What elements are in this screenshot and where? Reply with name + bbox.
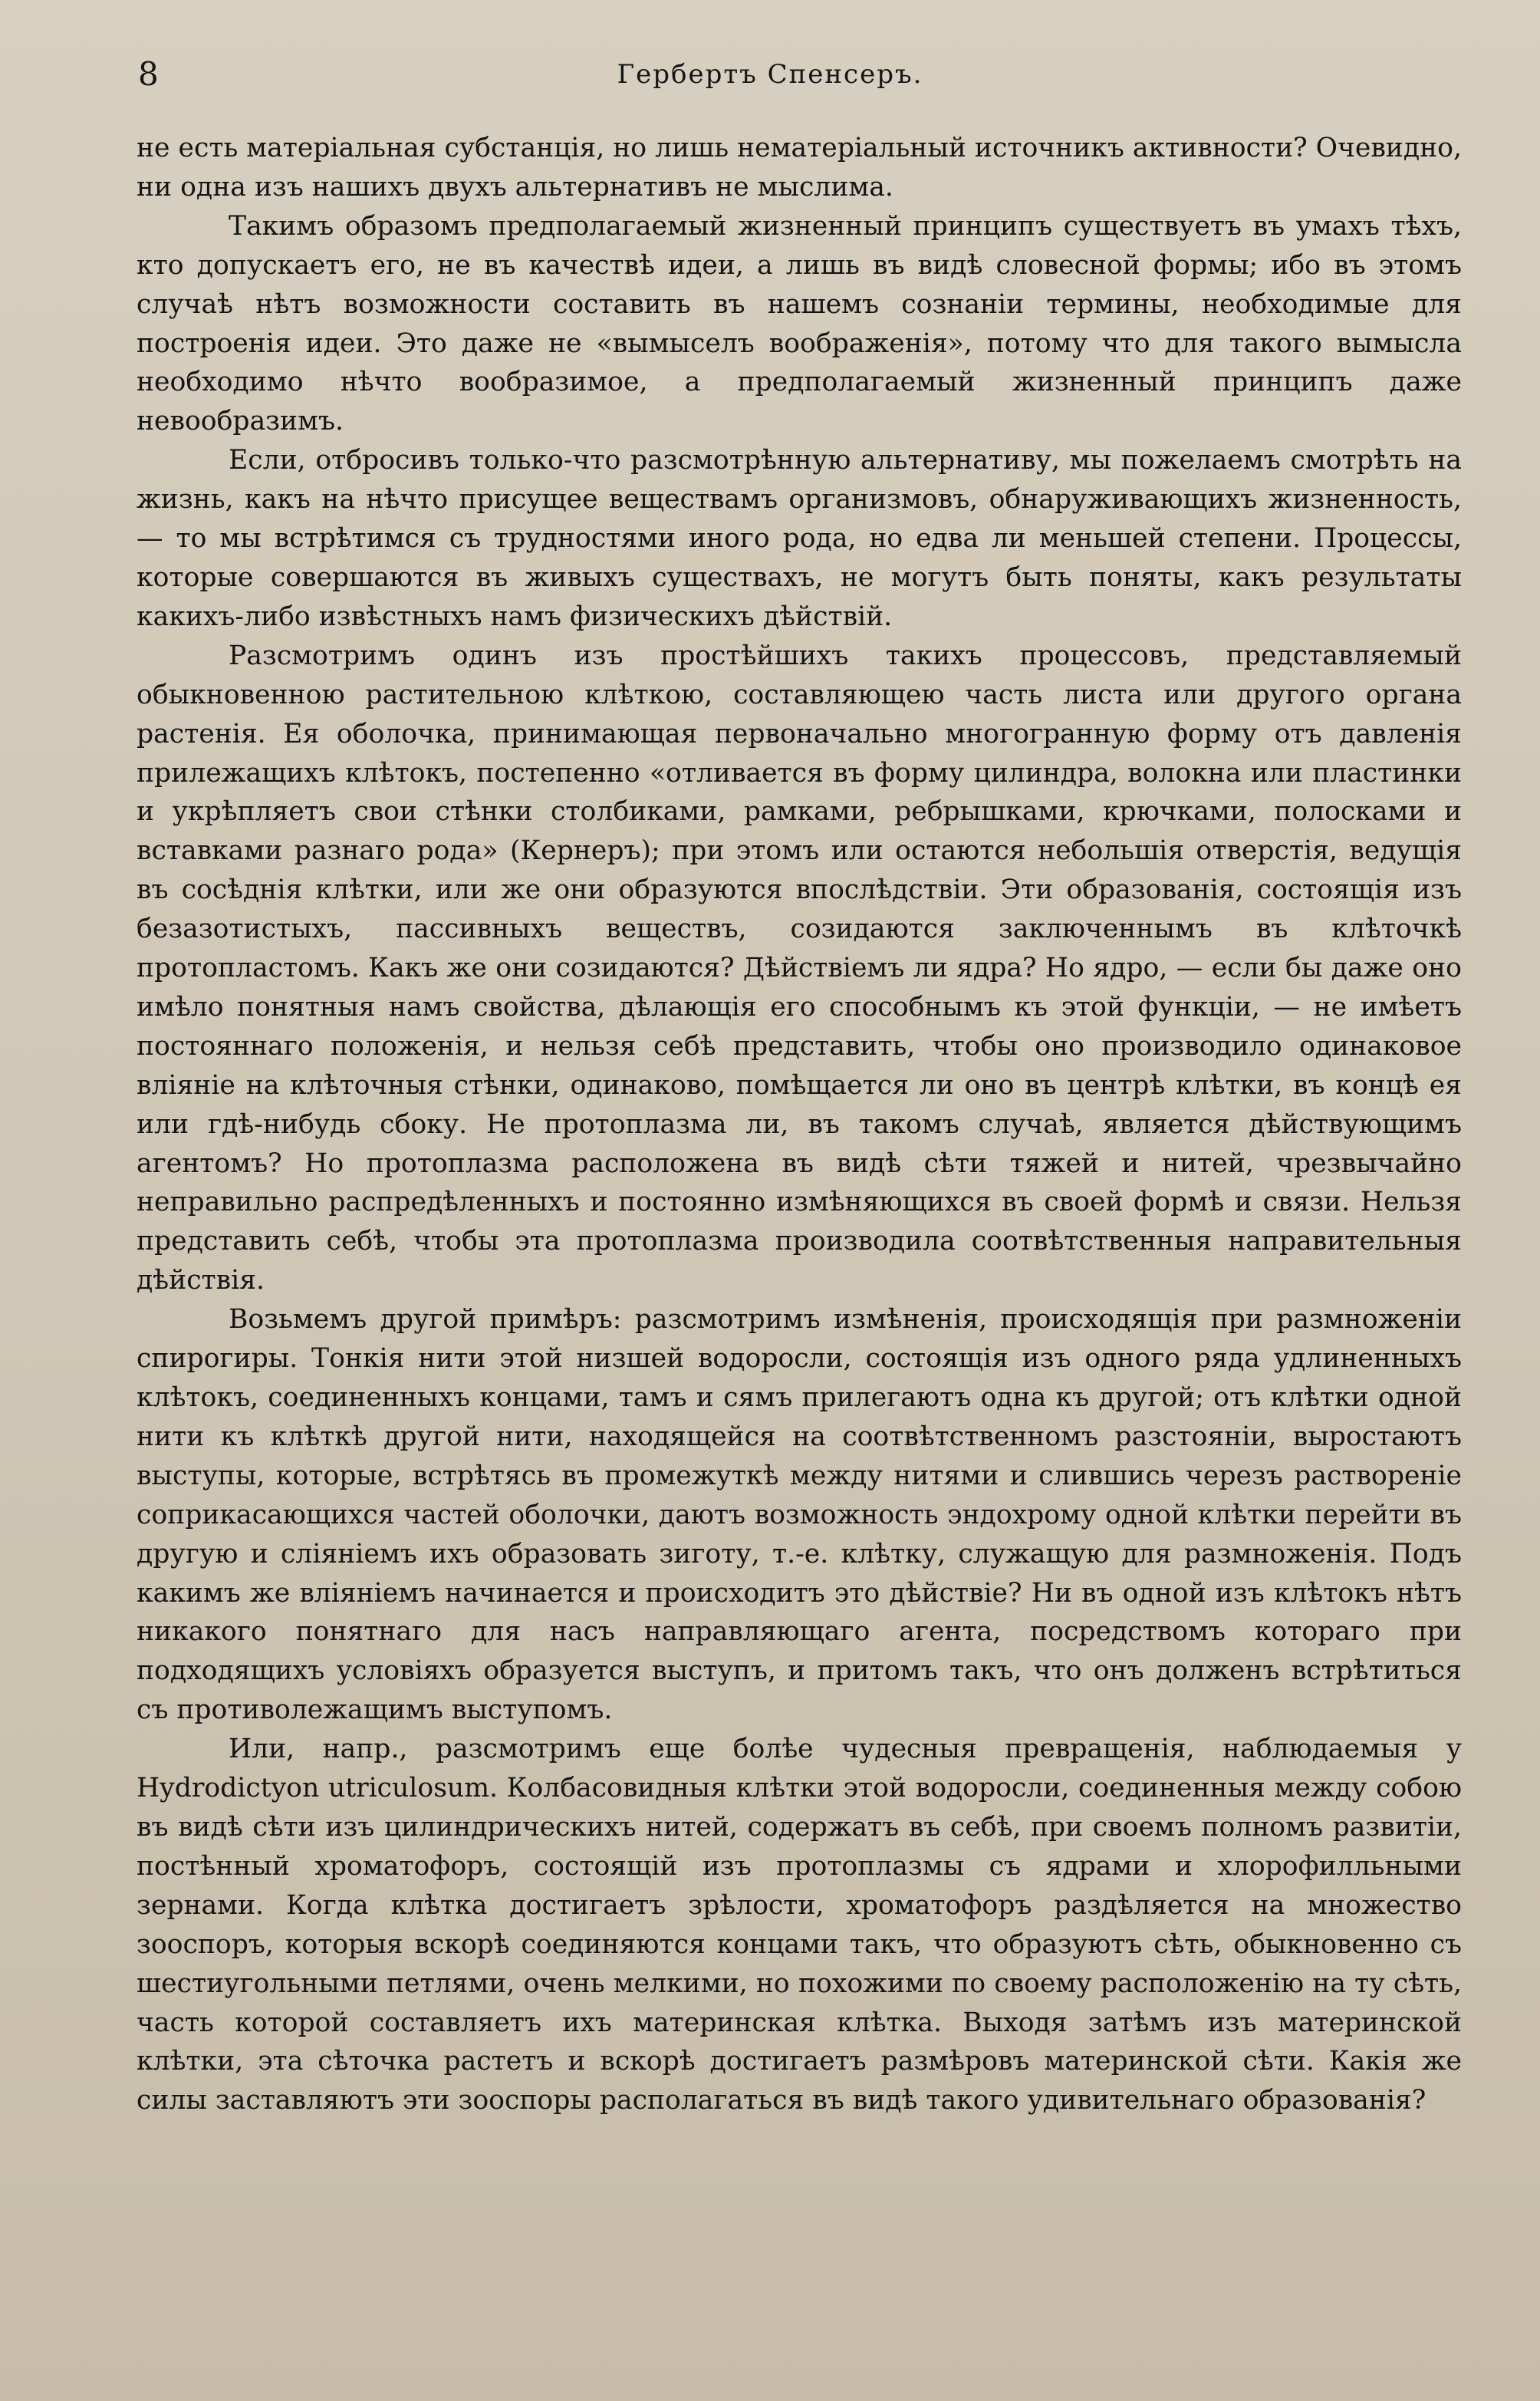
paragraph-vital-principle: Такимъ образомъ предполагаемый жизненный принципъ существуетъ въ умахъ тѣхъ, кто допускаетъ его, не въ качествѣ идеи, а лишь въ видѣ словесной формы; ибо въ этомъ случаѣ нѣтъ возможности составить въ нашемъ сознаніи термины, необходимые для построенія идеи. Это даже не «вымыселъ воображенія», потому что для такого вымысла необходимо нѣчто вообразимое, а предполагаемый жизненный принципъ даже невообразимъ.: [137, 210, 1462, 437]
paragraph-hydrodictyon: Или, напр., разсмотримъ еще болѣе чудесныя превращенія, наблюдаемыя у Hydrodictyon utriculosum. Колбасовидныя клѣтки этой водоросли, соединенныя между собою въ видѣ сѣти изъ цилиндрическихъ нитей, содержатъ въ себѣ, при своемъ полномъ развитіи, постѣнный хроматофоръ, состоящій изъ протоплазмы съ ядрами и хлорофилльными зернами. Когда клѣтка достигаетъ зрѣлости, хроматофоръ раздѣляется на множество зооспоръ, которыя вскорѣ соединяются концами такъ, что образуютъ сѣть, обыкновенно съ шестиугольными петлями, очень мелкими, но похожими по своему расположенію на ту сѣть, часть которой составляетъ ихъ материнская клѣтка. Выходя затѣмъ изъ материнской клѣтки, эта сѣточка растетъ и вскорѣ достигаетъ размѣровъ материнской сѣти. Какія же силы заставляютъ эти зооспоры располагаться въ видѣ такого удивительнаго образованія?: [137, 1734, 1462, 2116]
running-title: Гербертъ Спенсеръ.: [617, 59, 923, 90]
paragraph-spirogyra: Возьмемъ другой примѣръ: разсмотримъ измѣненія, происходящія при размноженіи спирогиры. Тонкія нити этой низшей водоросли, состоящія изъ одного ряда удлиненныхъ клѣтокъ, соединенныхъ концами, тамъ и сямъ прилегаютъ одна къ другой; отъ клѣтки одной нити къ клѣткѣ другой нити, находящейся на соотвѣтственномъ разстояніи, выростаютъ выступы, которые, встрѣтясь въ промежуткѣ между нитями и слившись черезъ раствореніе соприкасающихся частей оболочки, даютъ возможность эндохрому одной клѣтки перейти въ другую и сліяніемъ ихъ образовать зиготу, т.-е. клѣтку, служащую для размноженія. Подъ какимъ же вліяніемъ начинается и происходитъ это дѣйствіе? Ни въ одной изъ клѣтокъ нѣтъ никакого понятнаго для насъ направляющаго агента, посредствомъ котораго при подходящихъ условіяхъ образуется выступъ, и притомъ такъ, что онъ долженъ встрѣтиться съ противолежащимъ выступомъ.: [137, 1304, 1462, 1726]
paragraph-plant-cell: Разсмотримъ одинъ изъ простѣйшихъ такихъ процессовъ, представляемый обыкновенною растительною клѣткою, составляющею часть листа или другого органа растенія. Ея оболочка, принимающая первоначально многогранную форму отъ давленія прилежащихъ клѣтокъ, постепенно «отливается въ форму цилиндра, волокна или пластинки и укрѣпляетъ свои стѣнки столбиками, рамками, ребрышками, крючками, полосками и вставками разнаго рода» (Кернеръ); при этомъ или остаются небольшія отверстія, ведущія въ сосѣднія клѣтки, или же они образуются впослѣдствіи. Эти образованія, состоящія изъ безазотистыхъ, пассивныхъ веществъ, созидаются заключеннымъ въ клѣточкѣ протопластомъ. Какъ же они созидаются? Дѣйствіемъ ли ядра? Но ядро, — если бы даже оно имѣло понятныя намъ свойства, дѣлающія его способнымъ къ этой функціи, — не имѣетъ постояннаго положенія, и нельзя себѣ представить, чтобы оно производило одинаковое вліяніе на клѣточныя стѣнки, одинаково, помѣщается ли оно въ центрѣ клѣтки, въ концѣ ея или гдѣ-нибудь сбоку. Не протоплазма ли, въ такомъ случаѣ, является дѣйствующимъ агентомъ? Но протоплазма расположена въ видѣ сѣти тяжей и нитей, чрезвычайно неправильно распредѣленныхъ и постоянно измѣняющихся въ своей формѣ и связи. Нельзя представить себѣ, чтобы эта протоплазма производила соотвѣтственныя направительныя дѣйствія.: [137, 640, 1462, 1296]
body-text: [137, 129, 1462, 2120]
page-number: 8: [138, 55, 159, 93]
page-header: [0, 48, 1540, 101]
paragraph-continuation: не есть матеріальная субстанція, но лишь нематеріальный источникъ активности? Очевидно, ни одна изъ нашихъ двухъ альтернативъ не мыслима.: [137, 133, 1462, 203]
paragraph-life-as-property: Если, отбросивъ только-что разсмотрѣнную альтернативу, мы пожелаемъ смотрѣть на жизнь, какъ на нѣчто присущее веществамъ организмовъ, обнаруживающихъ жизненность,— то мы встрѣтимся съ трудностями иного рода, но едва ли меньшей степени. Процессы, которые совершаются въ живыхъ существахъ, не могутъ быть поняты, какъ результаты какихъ-либо извѣстныхъ намъ физическихъ дѣйствій.: [137, 445, 1462, 632]
